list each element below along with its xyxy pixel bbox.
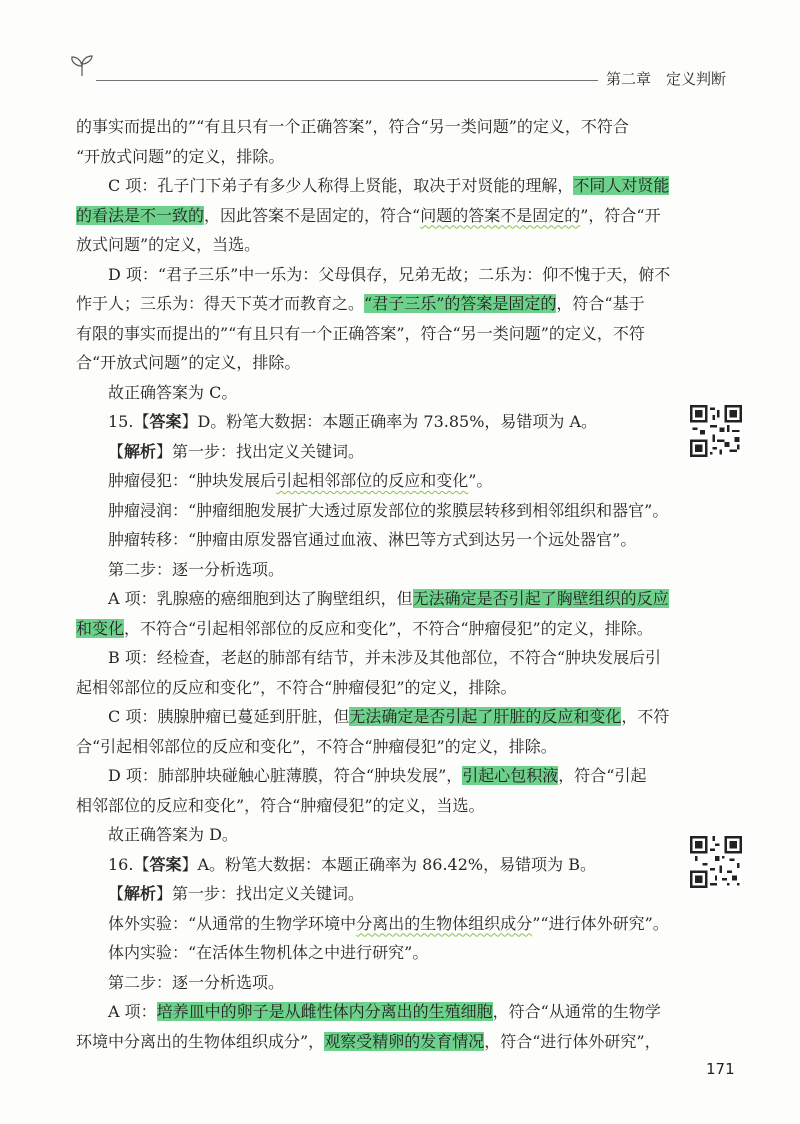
text-segment: 合“开放式问题”的定义，排除。 (76, 353, 301, 372)
text-line (76, 525, 666, 555)
text-segment: 有限的事实而提出的”“有且只有一个正确答案”，符合“另一类问题”的定义，不符 (76, 323, 645, 343)
text-line (76, 171, 670, 201)
text-line (76, 1027, 666, 1057)
text-segment: ”“进行体外研究”。 (532, 913, 669, 933)
answer-explanation-body (76, 112, 671, 1056)
text-segment: 的事实而提出的”“有且只有一个正确答案”，符合“另一类问题”的定义，不符合 (76, 117, 629, 136)
text-line (76, 909, 669, 939)
text-line (76, 378, 666, 408)
text-line (76, 555, 666, 585)
text-segment: ，不符合“引起相邻部位的反应和变化”，不符合“肿瘤侵犯”的定义，排除。 (124, 618, 653, 638)
text-line (76, 938, 666, 968)
text-segment: “开放式问题”的定义，排除。 (76, 146, 285, 166)
text-segment: 肿瘤浸润：“肿瘤细胞发展扩大透过原发部位的浆膜层转移到相邻组织和器官”。 (108, 500, 669, 520)
text-segment: B 项：经检查，老赵的肺部有结节，并未涉及其他部位，不符合“肿块发展后引 (108, 648, 662, 667)
text-segment: 【 (108, 884, 125, 903)
text-segment: 相邻部位的反应和变化”，符合“肿瘤侵犯”的定义，当选。 (76, 795, 485, 815)
highlighted-text: 观察受精卵的发育情况 (324, 1031, 485, 1051)
bold-label: 答案 (149, 854, 182, 874)
text-segment: ，不符 (621, 707, 670, 726)
chapter-title: 第二章 定义判断 (606, 70, 727, 88)
text-segment: 体外实验：“从通常的生物学环境中 (108, 913, 357, 933)
highlighted-text: 的看法是不一致的 (76, 205, 205, 225)
underlined-text: 问题的答案不是固定的 (420, 205, 581, 225)
text-line (76, 761, 666, 791)
text-segment: ，符合“进行体外研究”， (484, 1031, 661, 1051)
page-header (0, 0, 800, 90)
underlined-text: 分离出的生物体组织成分 (356, 913, 533, 933)
text-segment: 环境中分离出的生物体组织成分”， (76, 1031, 325, 1051)
text-segment: 】A。粉笔大数据：本题正确率为 86.42%，易错项为 B。 (181, 854, 596, 874)
bold-label: 解析 (124, 884, 157, 903)
text-line (76, 260, 671, 290)
text-segment: 】D。粉笔大数据：本题正确率为 73.85%，易错项为 A。 (181, 412, 598, 431)
sprout-leaf-icon (68, 54, 96, 78)
text-segment: 第二步：逐一分析选项。 (108, 559, 285, 579)
bold-label: 解析 (124, 441, 157, 461)
text-line (76, 820, 666, 850)
text-segment: ，符合“基于 (556, 294, 645, 313)
text-line (76, 850, 666, 880)
text-line (76, 732, 666, 762)
text-segment: D 项：“君子三乐”中一乐为：父母俱存，兄弟无故；二乐为：仰不愧于天，俯不 (108, 264, 671, 284)
text-line (76, 673, 666, 703)
text-line (76, 201, 666, 231)
text-line (76, 289, 666, 319)
text-segment: ”，符合“开 (580, 205, 661, 225)
text-segment: D 项：肺部肿块碰触心脏薄膜，符合“肿块发展”， (108, 766, 463, 785)
text-segment: 【 (108, 441, 125, 461)
text-line (76, 407, 666, 437)
text-line (76, 466, 666, 496)
highlighted-text: 培养皿中的卵子是从雌性体内分离出的生殖细胞 (156, 1002, 493, 1021)
text-segment: 】第一步：找出定义关键词。 (156, 441, 365, 461)
highlighted-text: 引起心包积液 (462, 766, 559, 785)
text-line (76, 879, 666, 909)
text-segment: A 项：乳腺癌的癌细胞到达了胸壁组织，但 (108, 589, 413, 608)
text-segment: ，符合“从通常的生物学 (492, 1002, 661, 1021)
text-segment: 第二步：逐一分析选项。 (108, 972, 285, 992)
underlined-text: 引起相邻部位的反应和变化 (276, 471, 469, 490)
text-line (76, 614, 666, 644)
text-line (76, 968, 666, 998)
text-segment: 】第一步：找出定义关键词。 (156, 884, 365, 903)
page-number: 171 (706, 1060, 735, 1078)
text-line (76, 319, 666, 349)
qr-code-icon[interactable] (690, 405, 742, 457)
text-line (76, 643, 666, 673)
text-segment: A 项： (108, 1002, 157, 1021)
text-segment: ，符合“引起 (558, 766, 647, 785)
text-line (76, 142, 666, 172)
text-segment: ”。 (468, 471, 493, 490)
qr-code-icon[interactable] (690, 836, 742, 888)
text-segment: 故正确答案为 C。 (108, 382, 238, 402)
text-segment: C 项：胰腺肿瘤已蔓延到肝脏，但 (108, 707, 350, 726)
text-line (76, 997, 666, 1027)
text-line (76, 496, 669, 526)
text-line (76, 230, 666, 260)
text-line (76, 791, 666, 821)
highlighted-text: “君子三乐”的答案是固定的 (364, 294, 557, 313)
text-segment: 肿瘤转移：“肿瘤由原发器官通过血液、淋巴等方式到达另一个远处器官”。 (108, 530, 637, 549)
bold-label: 答案 (149, 412, 182, 431)
text-line (76, 584, 669, 614)
text-line (76, 348, 666, 378)
text-line (76, 437, 666, 467)
text-segment: 故正确答案为 D。 (108, 825, 238, 844)
highlighted-text: 无法确定是否引起了肝脏的反应和变化 (349, 707, 622, 726)
highlighted-text: 和变化 (76, 618, 125, 638)
text-segment: 放式问题”的定义，当选。 (76, 235, 261, 254)
text-segment: 怍于人；三乐为：得天下英才而教育之。 (76, 294, 365, 313)
text-segment: ，因此答案不是固定的，符合“ (204, 205, 421, 225)
text-line (76, 112, 666, 142)
text-line (76, 702, 670, 732)
highlighted-text: 无法确定是否引起了胸壁组织的反应 (412, 589, 669, 608)
text-segment: 体内实验：“在活体生物机体之中进行研究”。 (108, 943, 429, 962)
text-segment: C 项：孔子门下弟子有多少人称得上贤能，取决于对贤能的理解， (108, 176, 574, 195)
text-segment: 合“引起相邻部位的反应和变化”，不符合“肿瘤侵犯”的定义，排除。 (76, 736, 557, 756)
text-segment: 起相邻部位的反应和变化”，不符合“肿瘤侵犯”的定义，排除。 (76, 677, 517, 697)
header-rule (96, 80, 598, 81)
text-segment: 15.【 (108, 412, 150, 431)
highlighted-text: 不同人对贤能 (573, 176, 670, 195)
text-segment: 16.【 (108, 854, 150, 874)
text-segment: 肿瘤侵犯：“肿块发展后 (108, 471, 277, 490)
